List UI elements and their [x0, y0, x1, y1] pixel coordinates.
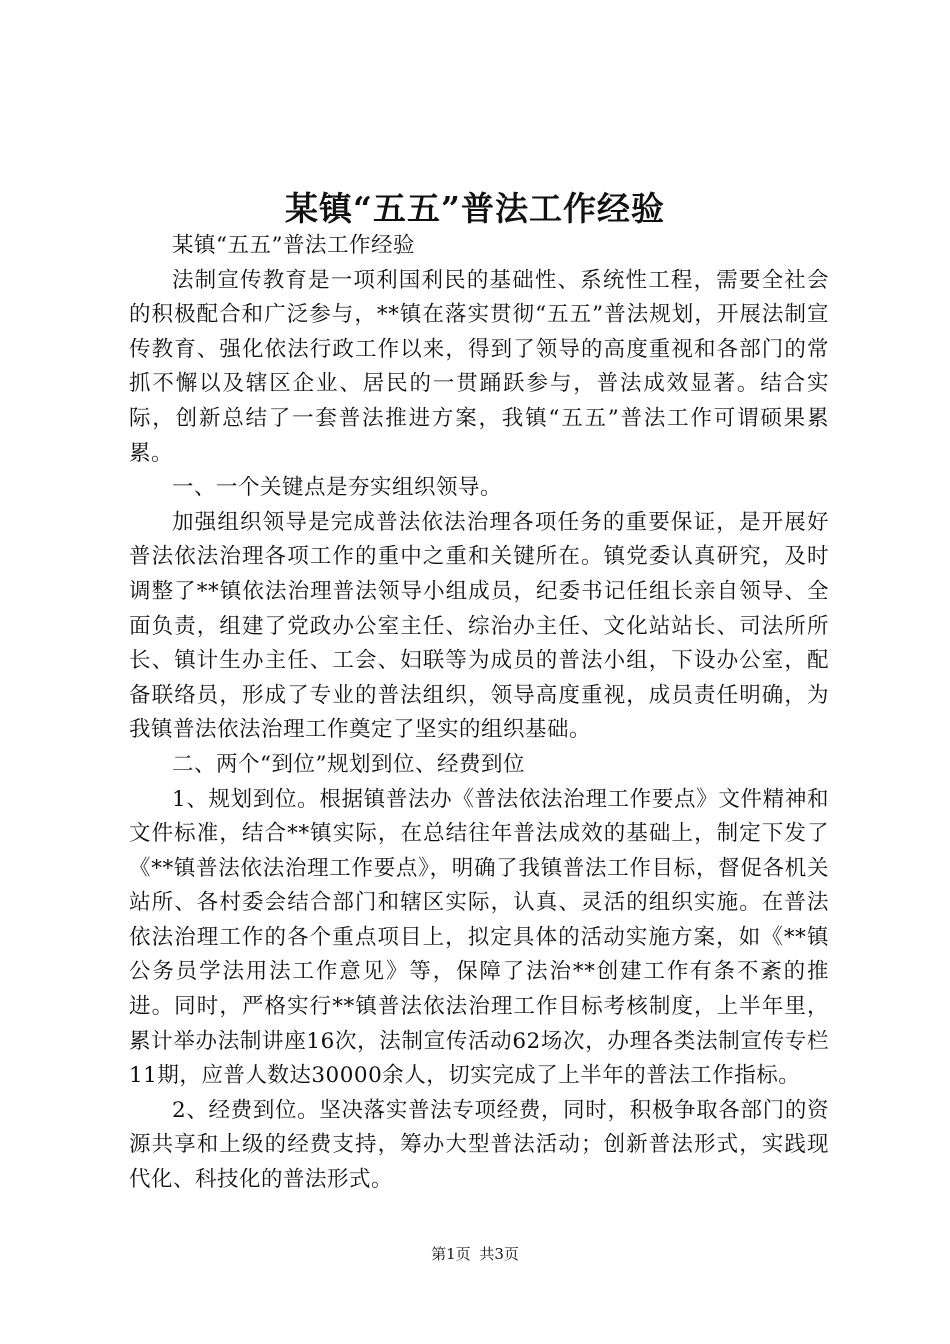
paragraph-organization: 加强组织领导是完成普法依法治理各项任务的重要保证，是开展好普法依法治理各项工作的重中之重和关键所在。镇党委认真研究，及时调整了**镇依法治理普法领导小组成员，纪委书记任组长亲自领导、全面负责，组建了党政办公室主任、综治办主任、文化站站长、司法所所长、镇计生办主任、工会、妇联等为成员的普法小组，下设办公室，配备联络员，形成了专业的普法组织，领导高度重视，成员责任明确，为我镇普法依法治理工作奠定了坚实的组织基础。	[129, 509, 829, 743]
paragraph-planning: 1、规划到位。根据镇普法办《普法依法治理工作要点》文件精神和文件标准，结合**镇实际，在总结往年普法成效的基础上，制定下发了《**镇普法依法治理工作要点》，明确了我镇普法工作目标，督促各机关站所、各村委会结合部门和辖区实际，认真、灵活的组织实施。在普法依法治理工作的各个重点项目上，拟定具体的活动实施方案，如《**镇公务员学法用法工作意见》等，保障了法治**创建工作有条不紊的推进。同时，严格实行**镇普法依法治理工作目标考核制度，上半年里，累计举办法制讲座16次，法制宣传活动62场次，办理各类法制宣传专栏11期，应普人数达30000余人，切实完成了上半年的普法工作指标。	[129, 786, 829, 1089]
page-number: 第1页	[431, 1245, 471, 1263]
section-heading-2: 二、两个“到位”规划到位、经费到位	[172, 751, 525, 777]
document-body	[129, 229, 829, 1198]
page-footer	[0, 1243, 950, 1265]
paragraph-funding: 2、经费到位。坚决落实普法专项经费，同时，积极争取各部门的资源共享和上级的经费支持，筹办大型普法活动；创新普法形式，实践现代化、科技化的普法形式。	[129, 1097, 829, 1193]
section-heading-1: 一、一个关键点是夯实组织领导。	[172, 475, 503, 501]
document-title: 某镇“五五”普法工作经验	[285, 189, 665, 228]
page-total: 共3页	[479, 1245, 519, 1263]
paragraph-subtitle: 某镇“五五”普法工作经验	[172, 233, 415, 258]
paragraph-intro: 法制宣传教育是一项利国利民的基础性、系统性工程，需要全社会的积极配合和广泛参与，**镇在落实贯彻“五五”普法规划，开展法制宣传教育、强化依法行政工作以来，得到了领导的高度重视和各部门的常抓不懈以及辖区企业、居民的一贯踊跃参与，普法成效显著。结合实际，创新总结了一套普法推进方案，我镇“五五”普法工作可谓硕果累累。	[129, 267, 829, 466]
